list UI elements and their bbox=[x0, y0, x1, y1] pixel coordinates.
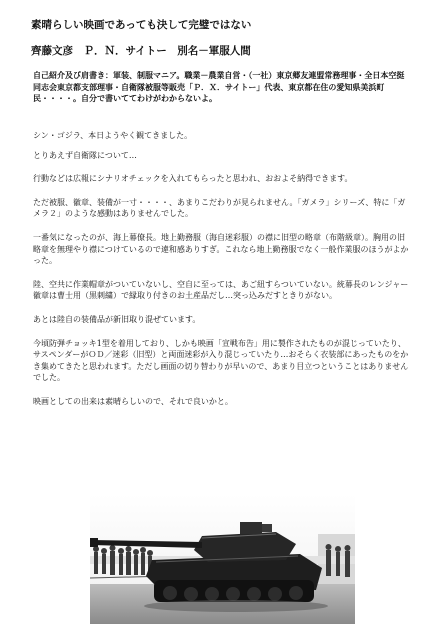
author-line: 齊藤文彦 Ｐ．Ｎ．サイトー 別名－軍服人間 bbox=[31, 45, 251, 57]
tank-photo-illustration bbox=[90, 494, 355, 624]
paragraph: 一番気になったのが、海上幕僚長。地上勤務服（海自迷彩服）の襟に旧型の略章（布階級章）。胸用の旧略章を無理やり襟につけているので違和感ありすぎ。これなら地上勤務服でなく一般作業服のほうがよかった。 bbox=[33, 232, 409, 266]
paragraph: 陸、空共に作業帽章がついていないし、空自に至っては、あご紐すらついていない。統幕長のレンジャー徽章は曹士用（黒刺繍）で縁取り付きのお土産品だし…突っ込みだすときりがない。 bbox=[33, 279, 409, 301]
author-profile: 自己紹介及び肩書き：軍装、制服マニア。職業－農業自営・（一社）東京郷友連盟常務理事・全日本空挺同志会東京都支部理事・自衛隊被服等販売「Ｐ．Ｘ．サイトー」代表、東京都在住の愛知県美浜町民・・・・。自分で書いててわけがわからないよ。 bbox=[33, 70, 405, 104]
paragraph: あとは陸自の装備品が新旧取り混ぜています。 bbox=[33, 314, 201, 324]
tank-photo bbox=[90, 494, 355, 624]
paragraph: とりあえず自衛隊について… bbox=[33, 150, 137, 160]
document-title: 素晴らしい映画であっても決して完璧ではない bbox=[31, 19, 252, 31]
paragraph: 今頃防弾チョッキ1型を着用しており、しかも映画「宣戦布告」用に製作されたものが混じっていたり、サスペンダーがＯＤ／迷彩（旧型）と両面迷彩が入り混じっていたり…おそらく衣装部にあったものをかき集めてきたと思われます。ただし画面の切り替わりが早いので、あまり目立つということはありませんでした。 bbox=[33, 338, 409, 383]
paragraph: 行動などは広報にシナリオチェックを入れてもらったと思われ、おおよそ納得できます。 bbox=[33, 174, 353, 184]
paragraph: 映画としての出来は素晴らしいので、それで良いかと。 bbox=[33, 396, 233, 406]
paragraph: シン・ゴジラ、本日ようやく観てきました。 bbox=[33, 131, 193, 140]
article-body bbox=[33, 130, 411, 420]
paragraph: ただ被服、徽章、装備が一寸・・・・、あまりこだわりが見られません。「ガメラ」シリーズ、特に「ガメラ２」のような感動はありませんでした。 bbox=[33, 197, 406, 219]
